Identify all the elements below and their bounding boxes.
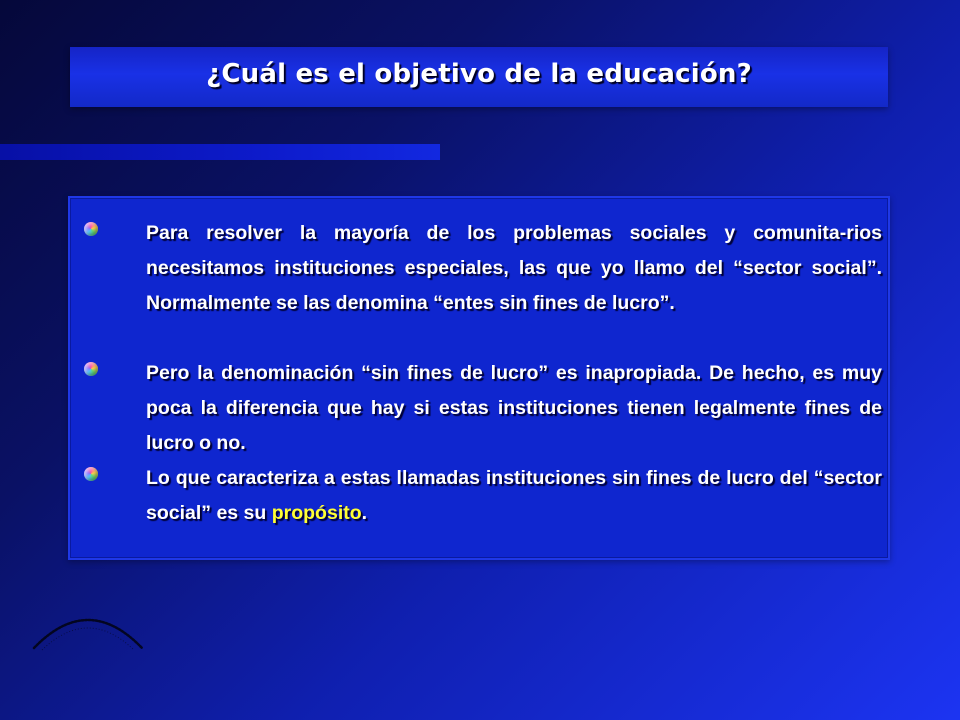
- bullet-text-3-before: Lo que caracteriza a estas llamadas instituciones sin fines de lucro del “sector social” es su: [146, 467, 882, 524]
- bullet-text-1: Para resolver la mayoría de los problemas sociales y comunita-rios necesitamos instituciones especiales, las que yo llamo del “sector social”. Normalmente se las denomina “entes sin fines de lucro”.: [146, 222, 882, 314]
- multicolor-sphere-icon: [84, 222, 98, 236]
- bullet-text-3-after: .: [361, 502, 368, 524]
- curved-text-seal-logo: [28, 600, 148, 660]
- highlight-word: propósito: [271, 502, 362, 524]
- slide-title: ¿Cuál es el objetivo de la educación?: [206, 59, 752, 89]
- bullet-text-2: Pero la denominación “sin fines de lucro” es inapropiada. De hecho, es muy poca la diferencia que hay si estas instituciones tienen legalmente fines de lucro o no.: [146, 362, 882, 454]
- multicolor-sphere-icon: [84, 467, 98, 481]
- multicolor-sphere-icon: [84, 362, 98, 376]
- accent-bar: [0, 144, 440, 160]
- title-bar: [70, 47, 888, 107]
- content-box: [68, 196, 890, 560]
- bullet-text-3: [146, 461, 882, 531]
